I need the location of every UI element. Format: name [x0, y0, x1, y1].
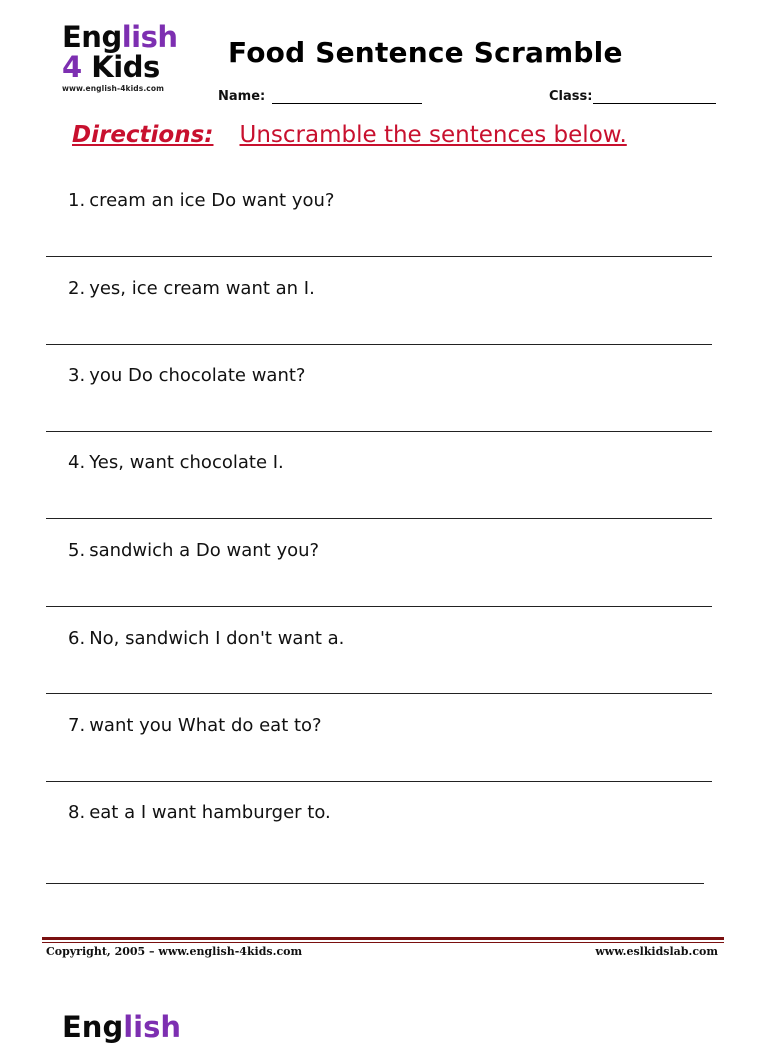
name-field[interactable]	[272, 103, 422, 104]
question-3	[68, 365, 305, 386]
question-text: sandwich a Do want you?	[89, 540, 320, 561]
directions-text: Unscramble the sentences below.	[239, 122, 627, 148]
logo-text-kids: Kids	[81, 50, 160, 84]
directions	[72, 122, 627, 148]
question-1	[68, 190, 334, 211]
question-4	[68, 452, 284, 473]
question-number: 6.	[68, 628, 86, 649]
question-8	[68, 802, 331, 823]
class-label: Class:	[549, 89, 593, 104]
name-label: Name:	[218, 89, 266, 104]
question-text: yes, ice cream want an I.	[89, 278, 315, 299]
answer-line-3[interactable]	[46, 431, 712, 432]
page-title: Food Sentence Scramble	[228, 36, 623, 69]
question-text: you Do chocolate want?	[89, 365, 306, 386]
logo-line-kids	[62, 52, 172, 82]
question-text: eat a I want hamburger to.	[89, 802, 331, 823]
question-text: Yes, want chocolate I.	[89, 452, 284, 473]
answer-line-8[interactable]	[46, 883, 704, 884]
footer-website: www.eslkidslab.com	[595, 945, 718, 958]
answer-line-1[interactable]	[46, 256, 712, 257]
logo-text-lish: lish	[123, 1010, 182, 1044]
question-number: 1.	[68, 190, 86, 211]
question-number: 5.	[68, 540, 86, 561]
next-page-logo	[62, 1012, 181, 1042]
logo-url: www.english-4kids.com	[62, 84, 164, 93]
answer-line-5[interactable]	[46, 606, 712, 607]
answer-line-6[interactable]	[46, 693, 712, 694]
class-field[interactable]	[593, 103, 716, 104]
question-number: 7.	[68, 715, 86, 736]
directions-label: Directions:	[72, 122, 214, 148]
question-text: cream an ice Do want you?	[89, 190, 335, 211]
logo-text-eng: Eng	[62, 20, 122, 54]
logo-line-english	[62, 20, 178, 54]
footer-divider	[42, 937, 724, 940]
question-number: 3.	[68, 365, 86, 386]
logo	[62, 20, 178, 93]
question-text: No, sandwich I don't want a.	[89, 628, 345, 649]
question-6	[68, 628, 344, 649]
question-number: 8.	[68, 802, 86, 823]
question-number: 2.	[68, 278, 86, 299]
logo-text-lish: lish	[121, 20, 178, 54]
question-2	[68, 278, 315, 299]
answer-line-4[interactable]	[46, 518, 712, 519]
answer-line-7[interactable]	[46, 781, 712, 782]
question-number: 4.	[68, 452, 86, 473]
logo-text-eng: Eng	[62, 1010, 124, 1044]
question-7	[68, 715, 322, 736]
question-5	[68, 540, 319, 561]
answer-line-2[interactable]	[46, 344, 712, 345]
question-text: want you What do eat to?	[89, 715, 322, 736]
footer-copyright: Copyright, 2005 – www.english-4kids.com	[46, 945, 303, 958]
footer-divider-thin	[42, 942, 724, 943]
logo-text-four: 4	[62, 50, 82, 84]
